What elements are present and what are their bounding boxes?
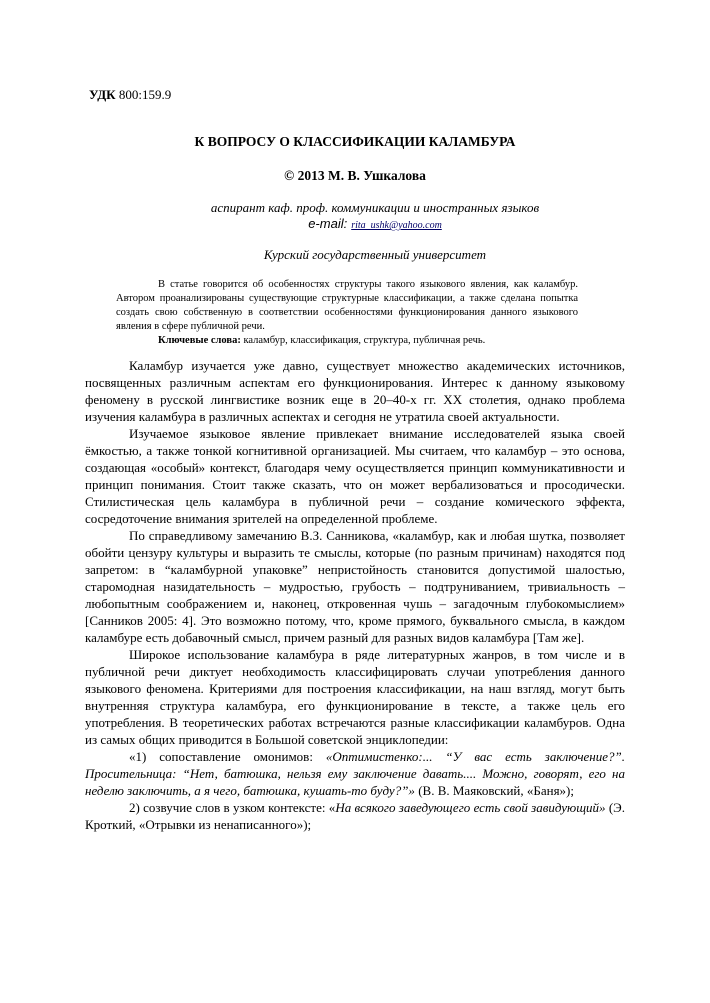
udk-value: 800:159.9 <box>115 87 172 102</box>
udk-label: УДК <box>89 87 116 102</box>
email-link[interactable]: rita_ushk@yahoo.com <box>351 220 442 231</box>
abstract <box>116 278 578 348</box>
university-name: Курский государственный университет <box>263 247 487 262</box>
article-title: К ВОПРОСУ О КЛАССИФИКАЦИИ КАЛАМБУРА <box>194 134 516 149</box>
keywords-text: каламбур, классификация, структура, публичная речь. <box>240 335 486 346</box>
keywords-label: Ключевые слова: <box>158 335 241 346</box>
p5-start: «1) сопоставление омонимов: <box>129 749 326 764</box>
body-paragraph-2: Изучаемое языковое явление привлекает внимание исследователей языка своей ёмкостью, а также тонкой когнитивной организацией. Мы считаем, что каламбур – это основа, создающая «особый» контекст, благодаря чему осуществляется принцип коммуникативности и принцип понимания. Стоит также сказать, что он может вербализоваться и просодически. Стилистическая цель каламбура в публичной речи – создание комического эффекта, сосредоточение внимания зрителей на определенной проблеме. <box>85 426 625 526</box>
body-paragraph-6 <box>85 799 625 833</box>
abstract-text: В статье говорится об особенностях структуры такого языкового явления, как каламбур. Автором проанализированы существующие структурные классификации, а также сделана попытка создать свою собственную в соответствии особенностями функционирования данного языкового явления в сфере публичной речи. <box>116 279 578 332</box>
body-paragraph-3: По справедливому замечанию В.З. Санникова, «каламбур, как и любая шутка, позволяет обойти цензуру культуры и выразить те смыслы, которые (по разным причинам) находятся под запретом: в “каламбурной упаковке” непристойность становится допустимой шалостью, старомодная назидательность – мудростью, грубость – подтруниванием, тривиальность – любопытным соображением и, наконец, откровенная чушь – загадочным глубокомыслием» [Санников 2005: 4]. Это возможно потому, что, кроме прямого, буквального смысла, в каждом каламбуре есть добавочный смысл, причем разный для разных видов каламбура [Там же]. <box>85 528 625 645</box>
p6-quote: На всякого заведующего есть свой завидующий» <box>335 800 606 815</box>
body-paragraph-1: Каламбур изучается уже давно, существует множество академических источников, посвященных различным аспектам его функционирования. Интерес к данному языковому феномену в русской лингвистике возник еще в 20–40-х гг. XX столетия, однако проблема изучения каламбура в различных аспектах и сегодня не утратила своей актуальности. <box>85 358 625 424</box>
keywords-line <box>116 334 578 348</box>
body-paragraph-5 <box>85 748 625 799</box>
author-affiliation: аспирант каф. проф. коммуникации и иностранных языков <box>210 200 540 215</box>
body-paragraph-4: Широкое использование каламбура в ряде литературных жанров, в том числе и в публичной речи диктует необходимость классифицировать случаи употребления данного языкового феномена. Критериями для построения классификации, на наш взгляд, могут быть внутренняя структура каламбура, его функционирование в тексте, а также цель его употребления. В теоретических работах встречаются разные классификации каламбуров. Одна из самых общих приводится в Большой советской энциклопедии: <box>85 647 625 747</box>
article-body <box>85 357 625 833</box>
p5-quote: «Оптимистенко:... “У вас есть заключение?”. Просительница: “Нет, батюшка, нельзя ему заключение давать.... Можно, говорят, его на неделю заключить, а я чего, батюшка, кушать-то буду?”» <box>85 749 625 798</box>
udk-line <box>89 87 171 103</box>
author-affiliation-block <box>0 200 710 234</box>
email-line <box>0 216 710 234</box>
article-author: © 2013 М. В. Ушкалова <box>284 168 426 183</box>
email-label: e-mail: <box>308 216 348 231</box>
p5-end: (В. В. Маяковский, «Баня»); <box>414 783 574 798</box>
p6-start: 2) созвучие слов в узком контексте: « <box>129 800 336 815</box>
p6-end: (Э. Кроткий, «Отрывки из ненаписанного»); <box>85 800 625 832</box>
